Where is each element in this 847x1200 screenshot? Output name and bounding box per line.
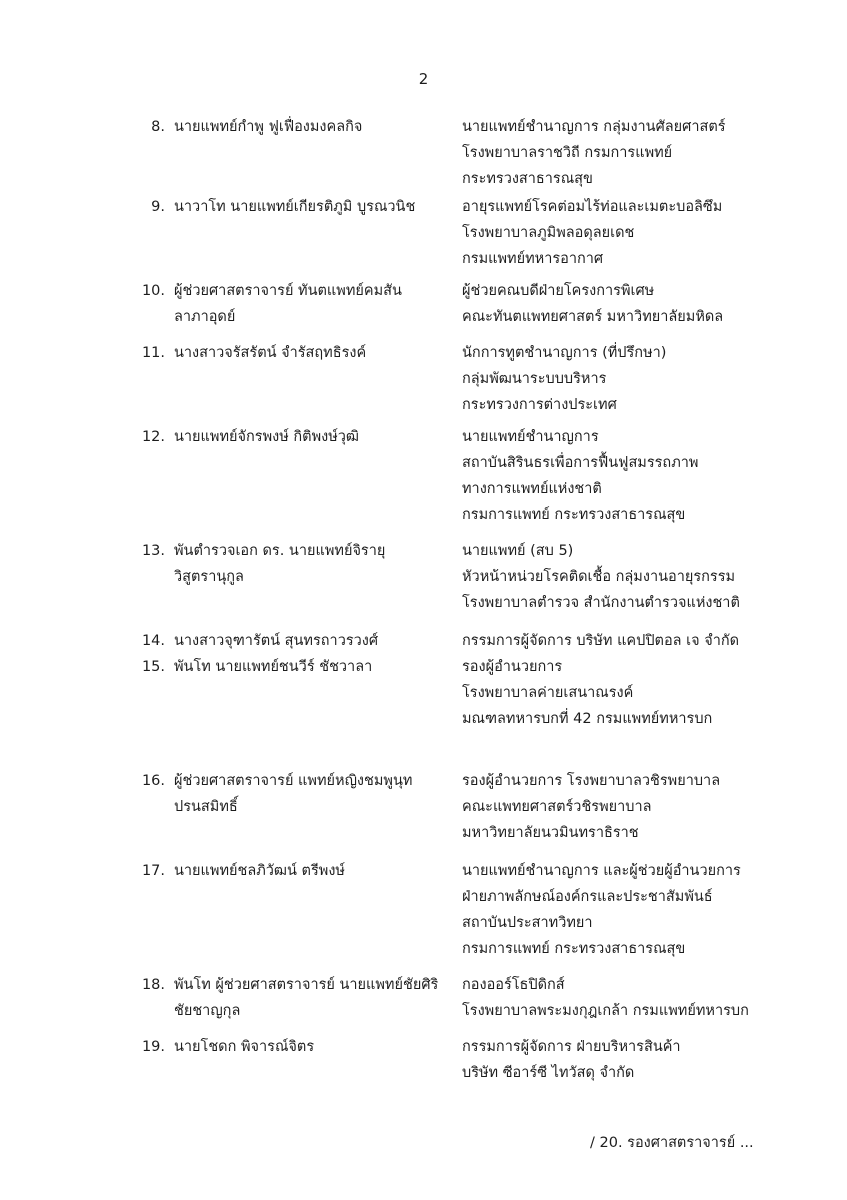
item-number: 13. [141, 543, 165, 559]
continuation-note: / 20. รองศาสตราจารย์ ... [590, 1135, 754, 1151]
list-item [0, 628, 847, 654]
member-list [0, 114, 847, 1090]
list-item [0, 340, 847, 424]
item-number: 19. [141, 1039, 165, 1055]
item-number: 18. [141, 977, 165, 993]
position-line: สถาบันสิรินธรเพื่อการฟื้นฟูสมรรถภาพ [462, 455, 699, 471]
person-name-line: ลาภาอุดย์ [174, 309, 236, 325]
person-position [462, 278, 842, 330]
person-name [174, 340, 449, 366]
person-position [462, 628, 842, 654]
person-name-line: ปรนสมิทธิ์ [174, 799, 238, 815]
person-position [462, 972, 842, 1024]
position-line: กระทรวงการต่างประเทศ [462, 397, 617, 413]
position-line: ทางการแพทย์แห่งชาติ [462, 481, 602, 497]
person-name [174, 858, 449, 884]
person-name-line: พันตำรวจเอก ดร. นายแพทย์จิรายุ [174, 543, 386, 559]
item-number: 10. [141, 283, 165, 299]
position-line: นายแพทย์ชำนาญการ และผู้ช่วยผู้อำนวยการ [462, 863, 741, 879]
person-name-line: วิสูตรานุกูล [174, 569, 244, 585]
person-position [462, 858, 842, 962]
person-position [462, 340, 842, 418]
person-name [174, 654, 449, 680]
position-line: นายแพทย์ (สบ 5) [462, 543, 574, 559]
person-name [174, 972, 449, 1024]
person-position [462, 1034, 842, 1086]
person-name [174, 538, 449, 590]
item-number: 16. [141, 773, 165, 789]
person-name-line: นางสาวจรัสรัตน์ จำรัสฤทธิรงค์ [174, 345, 367, 361]
position-line: กรมการแพทย์ กระทรวงสาธารณสุข [462, 507, 686, 523]
position-line: คณะแพทยศาสตร์วชิรพยาบาล [462, 799, 652, 815]
person-position [462, 768, 842, 846]
position-line: กรรมการผู้จัดการ บริษัท แคปปิตอล เจ จำกัด [462, 633, 740, 649]
list-item [0, 972, 847, 1034]
person-name-line: นายแพทย์จักรพงษ์ กิติพงษ์วุฒิ [174, 429, 360, 445]
position-line: สถาบันประสาทวิทยา [462, 915, 593, 931]
person-name-line: ชัยชาญกุล [174, 1003, 241, 1019]
person-name-line: ผู้ช่วยศาสตราจารย์ แพทย์หญิงชมพูนุท [174, 773, 413, 789]
item-number: 17. [141, 863, 165, 879]
person-name-line: นายแพทย์ชลภิวัฒน์ ตรีพงษ์ [174, 863, 345, 879]
position-line: โรงพยาบาลราชวิถี กรมการแพทย์ [462, 145, 673, 161]
list-item [0, 858, 847, 972]
list-item [0, 538, 847, 628]
person-name [174, 1034, 449, 1060]
person-name-line: พันโท นายแพทย์ชนวีร์ ชัชวาลา [174, 659, 373, 675]
position-line: มหาวิทยาลัยนวมินทราธิราช [462, 825, 639, 841]
person-position [462, 114, 842, 192]
person-name [174, 194, 449, 220]
position-line: กลุ่มพัฒนาระบบบริหาร [462, 371, 607, 387]
person-name-line: พันโท ผู้ช่วยศาสตราจารย์ นายแพทย์ชัยศิริ [174, 977, 439, 993]
person-position [462, 424, 842, 528]
list-item [0, 768, 847, 858]
position-line: ผู้ช่วยคณบดีฝ่ายโครงการพิเศษ [462, 283, 655, 299]
position-line: กรมแพทย์ทหารอากาศ [462, 251, 604, 267]
item-number: 8. [151, 119, 165, 135]
person-name [174, 628, 449, 654]
person-position [462, 654, 842, 732]
position-line: กระทรวงสาธารณสุข [462, 171, 593, 187]
person-name-line: นาวาโท นายแพทย์เกียรติภูมิ บูรณวนิช [174, 199, 416, 215]
position-line: หัวหน้าหน่วยโรคติดเชื้อ กลุ่มงานอายุรกรรม [462, 569, 736, 585]
list-item [0, 1034, 847, 1090]
person-name-line: นายโชดก พิจารณ์จิตร [174, 1039, 315, 1055]
item-number: 9. [151, 199, 165, 215]
person-name [174, 114, 449, 140]
position-line: คณะทันตแพทยศาสตร์ มหาวิทยาลัยมหิดล [462, 309, 724, 325]
item-number: 11. [141, 345, 165, 361]
person-position [462, 194, 842, 272]
list-item [0, 114, 847, 194]
list-item [0, 654, 847, 768]
position-line: กรรมการผู้จัดการ ฝ่ายบริหารสินค้า [462, 1039, 681, 1055]
person-name-line: ผู้ช่วยศาสตราจารย์ ทันตแพทย์คมสัน [174, 283, 402, 299]
list-item [0, 424, 847, 538]
person-name-line: นายแพทย์กำพู ฟูเฟื่องมงคลกิจ [174, 119, 363, 135]
position-line: รองผู้อำนวยการ โรงพยาบาลวชิรพยาบาล [462, 773, 721, 789]
list-item [0, 194, 847, 278]
position-line: นักการทูตชำนาญการ (ที่ปรึกษา) [462, 345, 667, 361]
position-line: นายแพทย์ชำนาญการ กลุ่มงานศัลยศาสตร์ [462, 119, 726, 135]
person-name [174, 424, 449, 450]
item-number: 14. [141, 633, 165, 649]
position-line: โรงพยาบาลค่ายเสนาณรงค์ [462, 685, 634, 701]
person-name-line: นางสาวจุฑารัตน์ สุนทรถาวรวงศ์ [174, 633, 379, 649]
person-name [174, 278, 449, 330]
position-line: กองออร์โธปิดิกส์ [462, 977, 565, 993]
position-line: มณฑลทหารบกที่ 42 กรมแพทย์ทหารบก [462, 711, 713, 727]
position-line: รองผู้อำนวยการ [462, 659, 563, 675]
person-position [462, 538, 842, 616]
position-line: บริษัท ซีอาร์ซี ไทวัสดุ จำกัด [462, 1065, 635, 1081]
position-line: โรงพยาบาลตำรวจ สำนักงานตำรวจแห่งชาติ [462, 595, 740, 611]
item-number: 15. [141, 659, 165, 675]
page-number: 2 [418, 70, 429, 88]
position-line: นายแพทย์ชำนาญการ [462, 429, 599, 445]
position-line: ฝ่ายภาพลักษณ์องค์กรและประชาสัมพันธ์ [462, 889, 713, 905]
item-number: 12. [141, 429, 165, 445]
position-line: โรงพยาบาลพระมงกุฎเกล้า กรมแพทย์ทหารบก [462, 1003, 749, 1019]
person-name [174, 768, 449, 820]
position-line: โรงพยาบาลภูมิพลอดุลยเดช [462, 225, 635, 241]
position-line: อายุรแพทย์โรคต่อมไร้ท่อและเมตะบอลิซึม [462, 199, 723, 215]
position-line: กรมการแพทย์ กระทรวงสาธารณสุข [462, 941, 686, 957]
list-item [0, 278, 847, 340]
